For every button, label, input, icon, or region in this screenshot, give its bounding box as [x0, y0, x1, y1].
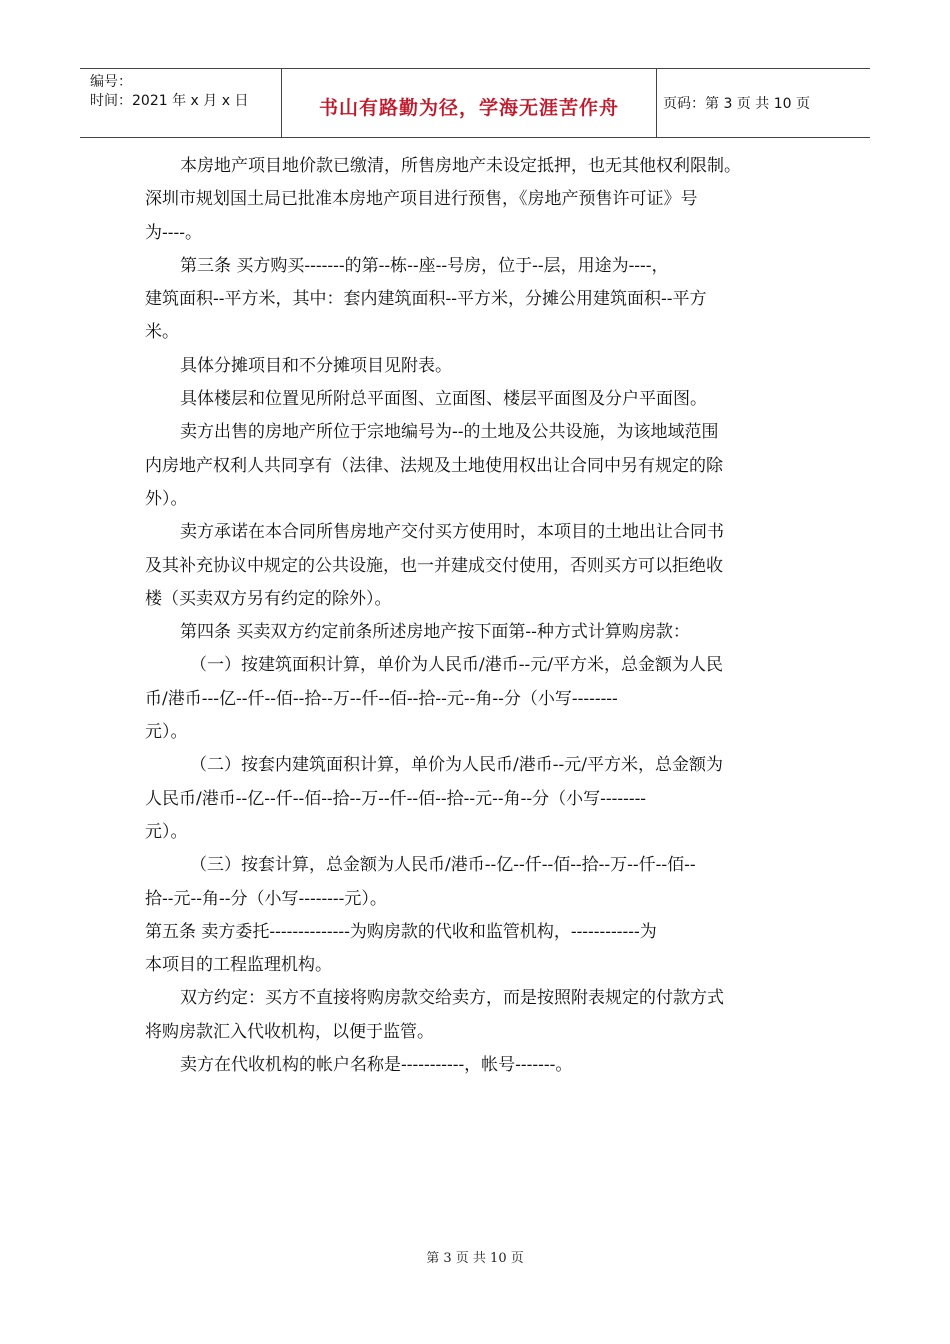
- body-line: （二）按套内建筑面积计算，单价为人民币/港币--元/平方米，总金额为: [190, 755, 723, 776]
- body-line: 币/港币---亿--仟--佰--拾--万--仟--佰--拾--元--角--分（小写--------: [145, 688, 618, 709]
- body-line: 拾--元--角--分（小写--------元）。: [145, 888, 387, 909]
- header-motto: 书山有路勤为径，学海无涯苦作舟: [282, 69, 657, 137]
- body-line: 卖方在代收机构的帐户名称是-----------，帐号-------。: [180, 1055, 573, 1076]
- body-line: 卖方出售的房地产所位于宗地编号为--的土地及公共设施，为该地域范围: [180, 422, 719, 443]
- document-body: [145, 150, 815, 1082]
- body-line: 卖方承诺在本合同所售房地产交付买方使用时，本项目的土地出让合同书: [180, 522, 724, 543]
- body-line: 建筑面积--平方米，其中：套内建筑面积--平方米，分摊公用建筑面积--平方: [145, 289, 707, 310]
- body-line: 外）。: [145, 488, 188, 509]
- body-line: 米。: [145, 322, 179, 343]
- body-line: 元）。: [145, 722, 188, 743]
- body-line: 为----。: [145, 222, 202, 243]
- page-footer: 第 3 页 共 10 页: [426, 1251, 524, 1266]
- body-line: 深圳市规划国土局已批准本房地产项目进行预售，《房地产预售许可证》号: [145, 189, 698, 210]
- body-line: 本项目的工程监理机构。: [145, 955, 332, 976]
- body-line: 内房地产权利人共同享有（法律、法规及土地使用权出让合同中另有规定的除: [145, 455, 723, 476]
- body-line: （三）按套计算，总金额为人民币/港币--亿--仟--佰--拾--万--仟--佰--: [190, 855, 696, 876]
- body-line: 楼（买卖双方另有约定的除外）。: [145, 588, 392, 609]
- body-line: 第五条 卖方委托--------------为购房款的代收和监管机构，------------为: [145, 921, 657, 942]
- body-line: 本房地产项目地价款已缴清，所售房地产未设定抵押，也无其他权利限制。: [180, 156, 741, 176]
- body-line: 及其补充协议中规定的公共设施，也一并建成交付使用，否则买方可以拒绝收: [145, 555, 723, 576]
- header-meta: [80, 69, 282, 137]
- header-page-info: 页码：第 3 页 共 10 页: [663, 96, 810, 112]
- body-line: 具体楼层和位置见所附总平面图、立面图、楼层平面图及分户平面图。: [180, 389, 707, 410]
- doc-number-label: 编号：: [90, 74, 132, 90]
- body-line: 将购房款汇入代收机构，以便于监管。: [145, 1021, 434, 1042]
- body-line: （一）按建筑面积计算，单价为人民币/港币--元/平方米，总金额为人民: [190, 655, 723, 676]
- body-line: 第三条 买方购买-------的第--栋--座--号房，位于--层，用途为----，: [180, 255, 669, 276]
- body-line: 第四条 买卖双方约定前条所述房地产按下面第--种方式计算购房款：: [180, 622, 690, 643]
- body-line: 具体分摊项目和不分摊项目见附表。: [180, 355, 452, 376]
- header-table: [80, 68, 870, 138]
- body-line: 人民币/港币--亿--仟--佰--拾--万--仟--佰--拾--元--角--分（小写--------: [145, 788, 647, 809]
- body-line: 双方约定：买方不直接将购房款交给卖方，而是按照附表规定的付款方式: [180, 988, 724, 1009]
- body-line: 元）。: [145, 821, 188, 842]
- doc-time-label: 时间：2021 年 x 月 x 日: [90, 93, 249, 109]
